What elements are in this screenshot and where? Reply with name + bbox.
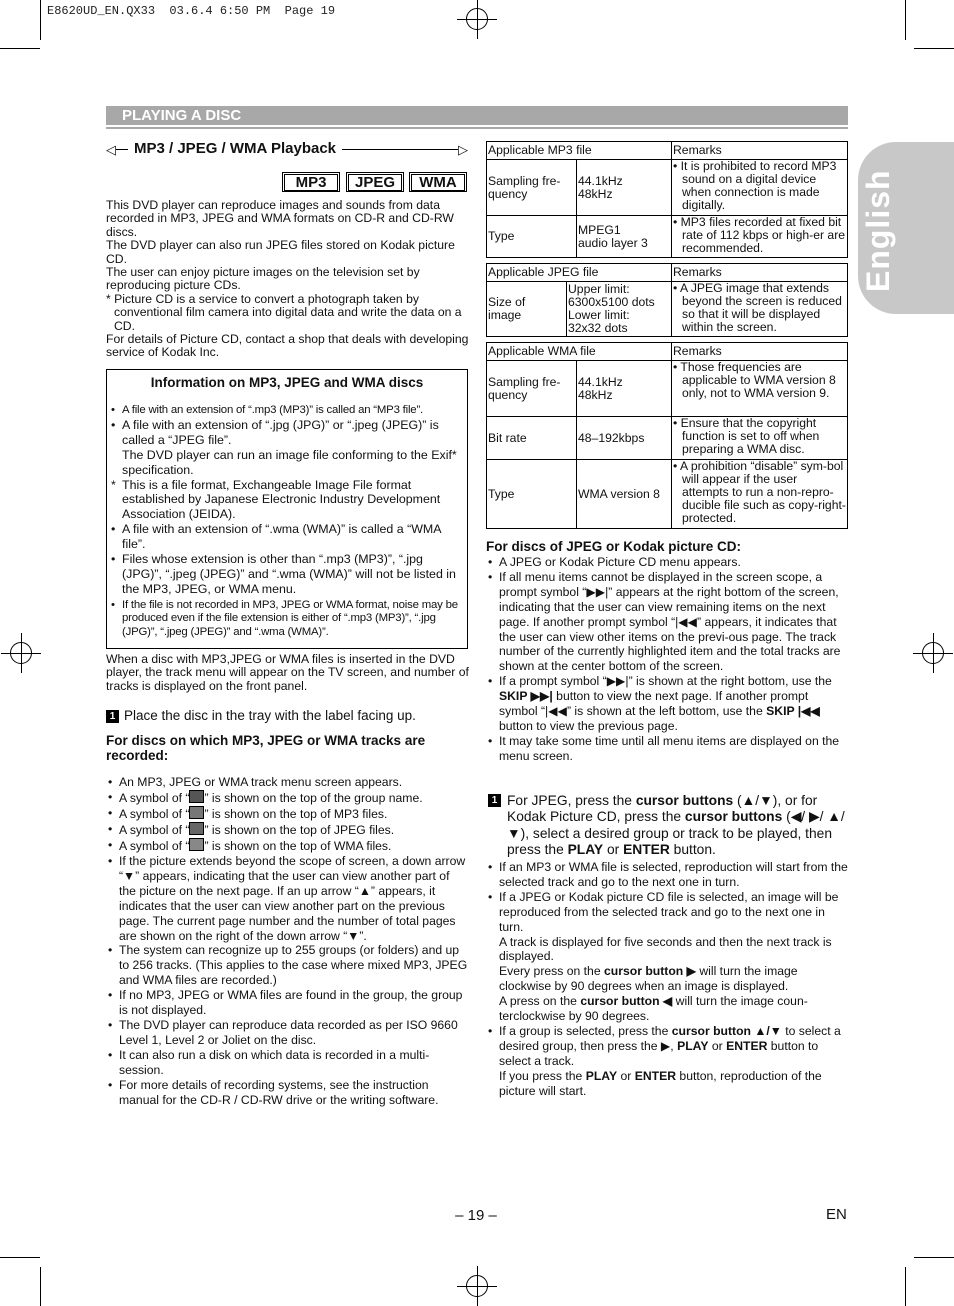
list-item-bold: PLAY (677, 1038, 709, 1053)
list-item (486, 555, 848, 570)
jpeg-discs-list (486, 555, 848, 764)
table-row (487, 460, 848, 529)
list-item-text: A symbol of “ (119, 822, 190, 837)
step-text: or (603, 841, 624, 857)
menu-info-paragraph: When a disc with MP3,JPEG or WMA files is inserted in the DVD player, the track menu will appear on the TV screen, and number of tracks is displayed on the front panel. (106, 652, 469, 693)
jpeg-badge (346, 172, 404, 192)
table-cell: • A prohibition “disable” sym-bol will appear if the user attempts to run a non-repro-ducible file such as copy-right-protected. (672, 460, 848, 529)
list-item (486, 570, 848, 674)
info-box-title: Information on MP3, JPEG and WMA discs (150, 375, 424, 390)
step-text-bold: cursor buttons (635, 793, 734, 808)
list-item-text: An MP3, JPEG or WMA track menu screen appears. (119, 775, 403, 789)
language-tab (858, 142, 954, 314)
mp3-spec-table (486, 141, 848, 258)
info-item-text: A file with an extension of “.wma (WMA)” is called a “WMA file”. (122, 522, 441, 552)
mp3-file-icon (189, 806, 204, 819)
jpeg-badge-label: JPEG (348, 174, 402, 191)
table-cell: Upper limit: 6300x5100 dots Lower limit: 32x32 dots (567, 282, 672, 337)
crop-mark (40, 0, 41, 40)
info-item (109, 522, 463, 552)
info-item (109, 552, 463, 597)
step-number: 1 (488, 794, 501, 807)
list-item-text: If a JPEG or Kodak picture CD file is selected, an image will be reproduced from the selected track and go to the next one in turn. (499, 889, 839, 934)
page-number: – 19 – (455, 1207, 497, 1224)
table-cell: 44.1kHz 48kHz (577, 160, 672, 216)
wma-badge-label: WMA (411, 174, 465, 191)
playback-notes-list (486, 860, 848, 1099)
table-cell: • It is prohibited to record MP3 sound on a digital device when connection is made digitally. (672, 160, 848, 216)
info-item-text: The DVD player can run an image file conforming to the Exif* specification. (122, 447, 457, 477)
list-item-bold: ENTER (726, 1038, 768, 1053)
jpeg-discs-heading: For discs of JPEG or Kodak picture CD: (486, 539, 742, 554)
list-item (106, 1018, 468, 1048)
table-cell: • A JPEG image that extends beyond the screen is reduced so that it will be displayed within the screen. (672, 282, 848, 337)
info-item (109, 599, 463, 640)
list-item-text: ” is shown on the top of the group name. (204, 790, 423, 805)
step-text: Place the disc in the tray with the label facing up. (124, 708, 416, 723)
list-item-text: If a group is selected, press the (499, 1023, 672, 1038)
info-item (109, 418, 463, 478)
list-item-text: button, reproduction of the picture will start. (499, 1068, 822, 1098)
list-item-bold: PLAY (585, 1068, 618, 1083)
list-item-text: ” is shown on the top of WMA files. (204, 838, 392, 853)
list-item-text: to select a desired group, then press the ▶, (499, 1023, 841, 1053)
table-cell: • MP3 files recorded at fixed bit rate of 112 kbps or high-er are recommended. (672, 216, 848, 258)
skip-prev-label: SKIP |◀◀ (766, 704, 820, 719)
step-number: 1 (106, 710, 119, 723)
list-item-bold: cursor button ▶ (604, 964, 696, 979)
table-cell: 48–192kbps (577, 417, 672, 460)
table-cell: • Ensure that the copyright function is set to off when preparing a WMA disc. (672, 417, 848, 460)
mp3-badge (282, 172, 340, 192)
table-row (487, 282, 848, 337)
registration-mark-icon (466, 1275, 488, 1297)
print-slug: E8620UD_EN.QX33 03.6.4 6:50 PM Page 19 (47, 4, 336, 18)
wma-badge (409, 172, 467, 192)
wma-file-icon (189, 838, 204, 851)
info-item-text: If the file is not recorded in MP3, JPEG or WMA format, noise may be produced even if the file extension is either of “.mp3 (MP3)”, “.jpg (JPG)”, “.jpeg (JPEG)” and “.wma (WMA)”. (122, 598, 458, 638)
skip-next-label: SKIP ▶▶| (499, 689, 553, 704)
list-item-text: button to view the previous page. (499, 718, 678, 733)
table-row (487, 216, 848, 258)
jpeg-spec-table (486, 263, 848, 337)
step-text-bold: ENTER (623, 841, 670, 857)
list-item (106, 838, 468, 854)
list-item (106, 943, 468, 988)
table-cell: 44.1kHz 48kHz (577, 361, 672, 417)
table-header: Remarks (672, 343, 848, 361)
intro-text (106, 199, 470, 360)
intro-paragraph: The user can enjoy picture images on the television set by reproducing picture CDs. (106, 265, 420, 293)
list-item-text: A track is displayed for five seconds and then the next track is displayed. (499, 934, 832, 964)
table-cell: Type (487, 216, 577, 258)
registration-mark-icon (466, 8, 488, 30)
crop-mark (914, 1257, 954, 1258)
list-item-text: button to select a track. (499, 1038, 819, 1068)
step-text: For JPEG, press the (507, 793, 636, 808)
list-item-text: button to view the next page. If another prompt symbol “|◀◀” is shown at the left bottom, use the (499, 689, 809, 719)
list-item (486, 890, 848, 1024)
step-text: (◀/ ▶/ ▲/ ▼), select a desired group or track to be played, then press the (507, 809, 845, 857)
registration-mark-icon (10, 642, 32, 664)
list-item-text: If no MP3, JPEG or WMA files are found in the group, the group is not displayed. (119, 988, 463, 1018)
table-header: Remarks (672, 264, 848, 282)
list-item-text: It may take some time until all menu items are displayed on the menu screen. (499, 733, 840, 763)
list-item-text: A JPEG or Kodak Picture CD menu appears. (499, 555, 741, 569)
info-list (109, 403, 463, 640)
intro-note: * Picture CD is a service to convert a photograph taken by conventional film camera into digital data and write the data on a CD. (106, 291, 462, 333)
list-item (106, 854, 468, 944)
list-item-text: ” is shown on the top of MP3 files. (204, 806, 388, 821)
table-row (487, 361, 848, 417)
jpeg-file-icon (189, 822, 204, 835)
list-item (106, 806, 468, 822)
list-item-text: Every press on the (499, 964, 604, 979)
step-1-right (486, 793, 848, 858)
mp3-discs-heading: For discs on which MP3, JPEG or WMA tracks are recorded: (106, 733, 426, 763)
list-item-text: If an MP3 or WMA file is selected, reproduction will start from the selected track and go to the next one in turn. (499, 860, 848, 889)
step-text-bold: PLAY (567, 841, 604, 857)
table-cell: Sampling fre-quency (487, 361, 577, 417)
mp3-badge-label: MP3 (284, 174, 338, 191)
table-cell: Bit rate (487, 417, 577, 460)
list-item (106, 988, 468, 1018)
language-tab-label: English (860, 169, 896, 292)
subsection-heading (106, 139, 468, 161)
step-text: (▲/▼), or for Kodak Picture CD, press the (507, 793, 818, 825)
list-item-text: or (708, 1038, 727, 1053)
list-item-text: A symbol of “ (119, 838, 190, 853)
step-text-bold: cursor buttons (684, 809, 783, 825)
list-item-text: or (617, 1068, 635, 1083)
crop-mark (914, 48, 954, 49)
section-title: PLAYING A DISC (122, 107, 242, 124)
info-item-text: A file with an extension of “.jpg (JPG)” or “.jpeg (JPEG)” is called a “JPEG file”. (122, 417, 439, 447)
list-item-text: The DVD player can reproduce data recorded as per ISO 9660 Level 1, Level 2 or Joliet on the disc. (119, 1018, 458, 1048)
list-item (486, 860, 848, 890)
list-item-text: If the picture extends beyond the scope of screen, a down arrow “▼” appears, indicating that the user can view another part of the picture on the next page. If an up arrow “▲” appears, it indicates that the user can view another part on the previous page. The current page number and the number of total pages are shown on the right of the down arrow “▼”. (119, 853, 466, 943)
list-item-text: If you press the (499, 1068, 586, 1083)
subsection-title: MP3 / JPEG / WMA Playback (128, 140, 342, 157)
info-box (106, 369, 468, 649)
intro-paragraph: This DVD player can reproduce images and sounds from data recorded in MP3, JPEG and WMA formats on CD-R and CD-RW discs. (106, 198, 454, 239)
intro-paragraph: For details of Picture CD, contact a shop that deals with developing service of Kodak Inc. (106, 332, 469, 360)
section-rule (106, 127, 848, 129)
list-item (106, 790, 468, 806)
list-item-text: If a prompt symbol “▶▶|” is shown at the right bottom, use the (499, 674, 832, 689)
table-header: Applicable WMA file (487, 343, 672, 361)
table-cell: • Those frequencies are applicable to WMA version 8 only, not to WMA version 9. (672, 361, 848, 417)
list-item (106, 1048, 468, 1078)
list-item-text: The system can recognize up to 255 groups (or folders) and up to 256 tracks. (This applies to the case where mixed MP3, JPEG and WMA files are recorded.) (119, 943, 468, 988)
crop-mark (40, 1267, 41, 1306)
table-header: Remarks (672, 142, 848, 160)
table-cell: MPEG1 audio layer 3 (577, 216, 672, 258)
list-item-bold: cursor button ▲/▼ (671, 1023, 782, 1038)
list-item-text: will turn the image coun-terclockwise by 90 degrees. (499, 994, 808, 1024)
info-item (109, 403, 463, 418)
list-item-bold: cursor button ◀ (580, 994, 673, 1009)
step-1-left (106, 708, 470, 723)
info-item-text: A file with an extension of “.mp3 (MP3)” is called an “MP3 file”. (122, 404, 423, 416)
list-item-text: If all menu items cannot be displayed in the screen scope, a prompt symbol “▶▶|” appears at the right bottom of the screen, indicating that the user can view remaining items on the next page. If another prompt symbol “|◀◀” appears, it indicates that the user can view other items on the previ-ous page. The track number of the currently highlighted item and the total tracks are shown at the center bottom of the screen. (499, 569, 841, 674)
list-item (486, 674, 848, 734)
registration-mark-icon (922, 642, 944, 664)
list-item-bold: ENTER (634, 1068, 677, 1083)
crop-mark (0, 48, 40, 49)
table-header: Applicable MP3 file (487, 142, 672, 160)
list-item-text: A symbol of “ (119, 790, 190, 805)
list-item-text: It can also run a disk on which data is recorded in a multi-session. (119, 1048, 430, 1078)
list-item-text: ” is shown on the top of JPEG files. (204, 822, 395, 837)
table-row (487, 160, 848, 216)
list-item-text: A symbol of “ (119, 806, 190, 821)
list-item-text: For more details of recording systems, see the instruction manual for the CD-R / CD-RW drive or the writing software. (119, 1078, 439, 1108)
info-item (109, 478, 463, 523)
mp3-discs-list (106, 775, 468, 1108)
step-text: button. (669, 841, 716, 857)
folder-icon (189, 790, 204, 803)
list-item (106, 1078, 468, 1108)
table-header: Applicable JPEG file (487, 264, 672, 282)
language-code: EN (826, 1206, 847, 1223)
list-item (106, 775, 468, 790)
info-item-text: This is a file format, Exchangeable Image File format established by Japanese Electronic Industry Development Association (JEIDA). (122, 477, 441, 522)
list-item (486, 1024, 848, 1099)
list-item (106, 822, 468, 838)
list-item (486, 734, 848, 764)
crop-mark (0, 1257, 40, 1258)
list-item-text: will turn the image clockwise by 90 degrees when an image is displayed. (499, 964, 798, 994)
list-item-text: A press on the (499, 994, 581, 1009)
intro-paragraph: The DVD player can also run JPEG files stored on Kodak picture CD. (106, 238, 455, 266)
diamond-left-icon: ◁ (106, 142, 116, 157)
table-cell: Sampling fre-quency (487, 160, 577, 216)
wma-spec-table (486, 342, 848, 529)
crop-mark (905, 1267, 906, 1306)
table-cell: Size of image (487, 282, 567, 337)
info-item-text: Files whose extension is other than “.mp3 (MP3)”, “.jpg (JPG)”, “.jpeg (JPEG)” and “.wma (WMA)” will not be listed in the MP3, JPEG, or WMA menu. (122, 552, 456, 596)
crop-mark (905, 0, 906, 40)
diamond-right-icon: ▷ (458, 142, 468, 157)
table-row (487, 417, 848, 460)
section-bar (106, 106, 848, 125)
table-cell: WMA version 8 (577, 460, 672, 529)
table-cell: Type (487, 460, 577, 529)
